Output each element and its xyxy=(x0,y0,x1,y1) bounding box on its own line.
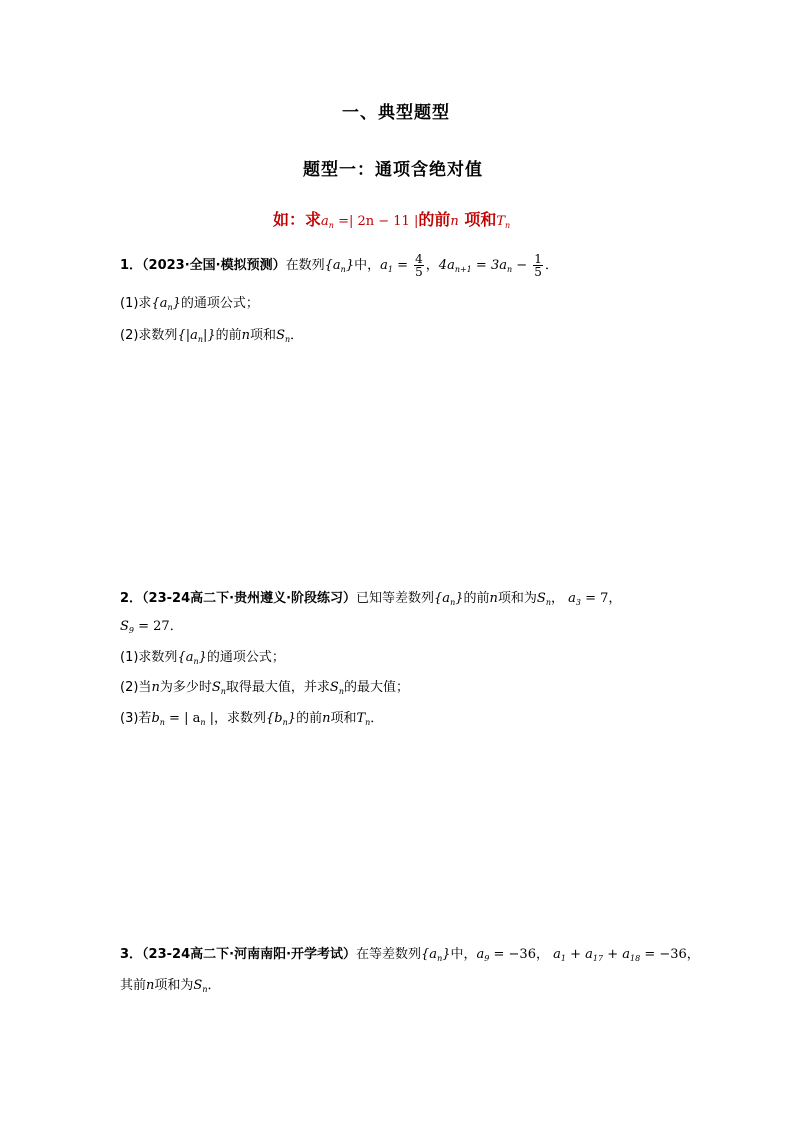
problem-2-part-1: (1)求数列$\{a_n\}$的通项公式； xyxy=(120,650,285,666)
problem-1-part-2: (2)求数列$\{|a_n|\}$的前n项和$S_n$． xyxy=(120,328,304,344)
example-suffix: 项和 xyxy=(464,210,497,229)
problem-source: （2023·全国·模拟预测） xyxy=(142,258,286,273)
problem-source: （23-24高二下·贵州遵义·阶段练习） xyxy=(142,591,357,606)
example-T: $T_n$ xyxy=(496,214,511,230)
fraction-1-5: $\frac{1}{5}$ xyxy=(534,252,542,279)
problem-2-part-2: (2)当n为多少时$S_n$取得最大值，并求$S_n$的最大值； xyxy=(120,680,409,696)
section-title: 一、典型题型 xyxy=(342,103,450,123)
example-eq: =| 2n − 11 | xyxy=(333,214,419,229)
problem-2-stem-cont: $S_9 = 27$． xyxy=(120,619,183,635)
problem-number: 1． xyxy=(120,258,143,273)
problem-number: 2． xyxy=(120,591,143,606)
problem-source: （23-24高二下·河南南阳·开学考试） xyxy=(142,947,357,962)
problem-2-stem: 2．（23-24高二下·贵州遵义·阶段练习）已知等差数列$\{a_n\}$的前n项和为$S_n$， $a_3 = 7$， xyxy=(120,591,622,607)
example-prefix: 如：求 xyxy=(273,210,322,229)
example-line xyxy=(273,207,510,230)
problem-3-stem-cont: 其前n项和为$S_n$． xyxy=(120,978,221,994)
topic-title: 题型一：通项含绝对值 xyxy=(303,160,483,180)
math-recurrence: $4a_{n+1} = 3a_n$ − xyxy=(438,258,532,274)
math-seq: $\{a_n\}$ xyxy=(324,258,355,274)
example-n: n xyxy=(450,214,459,229)
fraction-4-5: $\frac{4}{5}$ xyxy=(415,252,423,279)
problem-3-stem: 3．（23-24高二下·河南南阳·开学考试）在等差数列$\{a_n\}$中，$a_9 = -36$， $a_1 + a_{17} + a_{18} = -36$， xyxy=(120,947,700,963)
problem-1-stem: 1．（2023·全国·模拟预测）在数列$\{a_n\}$中，$a_1$ = $\frac{4}{5}$ ，$4a_{n+1} = 3a_n$ − $\frac{1}{5}$ ． xyxy=(120,252,558,279)
example-mid: 的前 xyxy=(418,210,451,229)
problem-1-part-1: (1)求$\{a_n\}$的通项公式； xyxy=(120,296,259,312)
problem-number: 3． xyxy=(120,947,143,962)
problem-2-part-3: (3)若$b_n$ = | $a_n$ |，求数列$\{b_n\}$的前n项和$T_n$． xyxy=(120,711,384,727)
example-an: $a_n$ xyxy=(321,214,334,230)
math-a1: $a_1$ xyxy=(380,258,393,274)
